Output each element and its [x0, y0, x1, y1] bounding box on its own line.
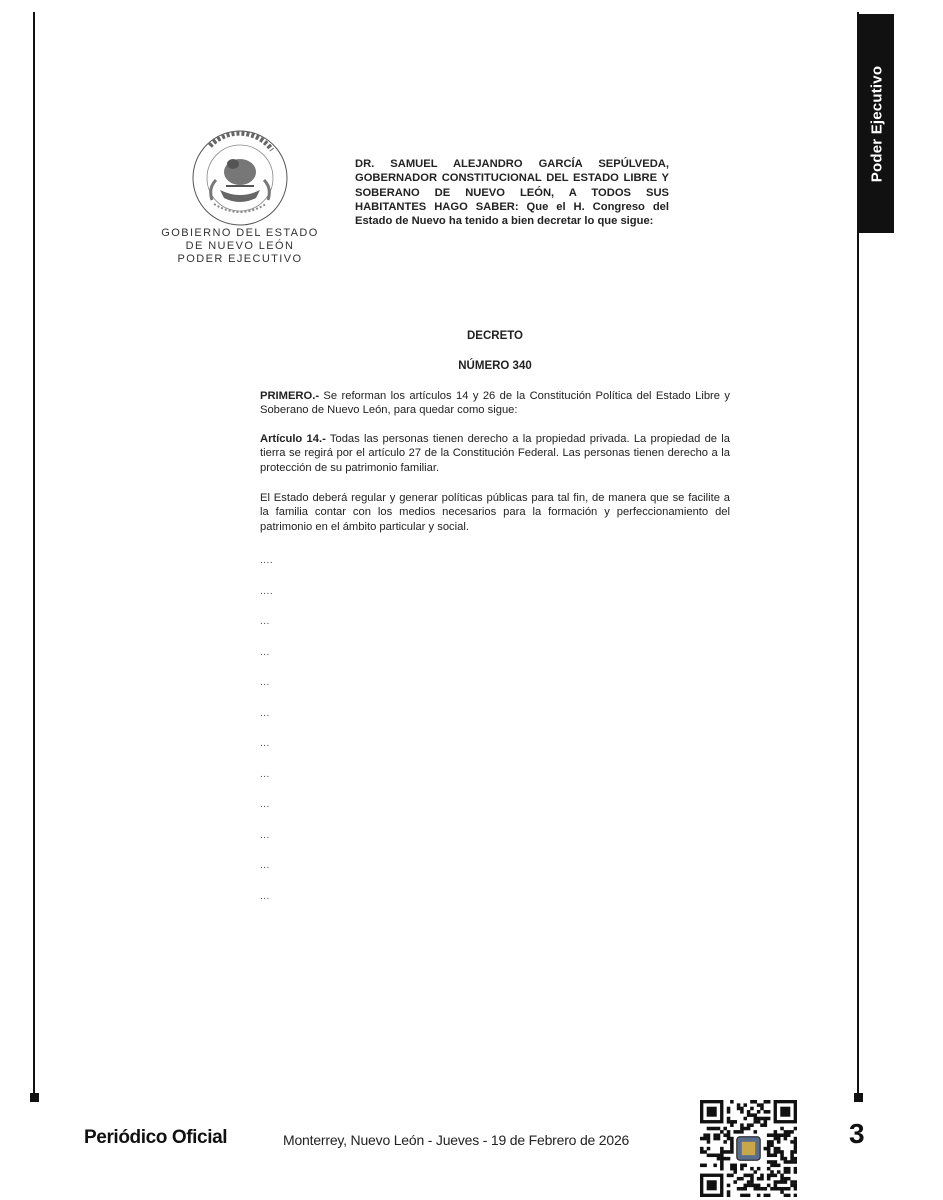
right-rule-end-marker	[854, 1093, 863, 1102]
omitted-fraction: ...	[260, 677, 270, 688]
decree-number: NÚMERO 340	[458, 360, 532, 372]
omitted-fraction: ...	[260, 830, 270, 841]
omitted-fraction: ...	[260, 647, 270, 658]
qr-code-icon	[700, 1100, 797, 1197]
decree-title: DECRETO	[466, 330, 524, 342]
section-side-tab	[859, 14, 894, 233]
left-rule-end-marker	[30, 1093, 39, 1102]
omitted-fraction: ...	[260, 708, 270, 719]
omitted-fraction: ...	[260, 738, 270, 749]
paragraph-articulo-14	[260, 432, 730, 475]
government-line-2: DE NUEVO LEÓN	[185, 240, 295, 252]
omitted-fraction: ...	[260, 860, 270, 871]
omitted-fraction: ....	[260, 586, 274, 597]
left-margin-rule	[33, 12, 35, 1094]
publication-date: Monterrey, Nuevo León - Jueves - 19 de Febrero de 2026	[283, 1132, 630, 1148]
paragraph-articulo-14-lead: Artículo 14.-	[260, 433, 326, 445]
paragraph-articulo-14-text: Todas las personas tienen derecho a la propiedad privada. La propiedad de la tierra se regirá por el artículo 27 de la Constitución Federal. Las personas tienen derecho a la protección de su patrimonio familiar.	[260, 433, 730, 474]
paragraph-estado: El Estado deberá regular y generar políticas públicas para tal fin, de manera que se facilite a la familia contar con los medios necesarios para la formación y perfeccionamiento del patrimonio en el ámbito particular y social.	[260, 492, 730, 533]
omitted-fraction: ...	[260, 799, 270, 810]
national-seal-icon	[190, 128, 290, 228]
paragraph-primero-lead: PRIMERO.-	[260, 390, 320, 402]
paragraph-primero	[260, 389, 730, 418]
omitted-fraction: ...	[260, 769, 270, 780]
omitted-fraction: ...	[260, 891, 270, 902]
paragraph-primero-text: Se reforman los artículos 14 y 26 de la Constitución Política del Estado Libre y Soberano de Nuevo León, para quedar como sigue:	[260, 390, 730, 417]
publication-name: Periódico Oficial	[84, 1127, 228, 1148]
section-side-tab-label: Poder Ejecutivo	[868, 65, 885, 182]
government-name	[150, 227, 330, 266]
omitted-fraction: ....	[260, 555, 274, 566]
page-number: 3	[849, 1118, 865, 1149]
header-proclamation: DR. SAMUEL ALEJANDRO GARCÍA SEPÚLVEDA, GOBERNADOR CONSTITUCIONAL DEL ESTADO LIBRE Y SOBERANO DE NUEVO LEÓN, A TODOS SUS HABITANTES HAGO SABER: Que el H. Congreso del Estado de Nuevo ha tenido a bien decretar lo que sigue:	[355, 158, 669, 228]
government-line-1: GOBIERNO DEL ESTADO	[161, 227, 319, 239]
government-line-3: PODER EJECUTIVO	[177, 253, 303, 265]
omitted-fraction: ...	[260, 616, 270, 627]
